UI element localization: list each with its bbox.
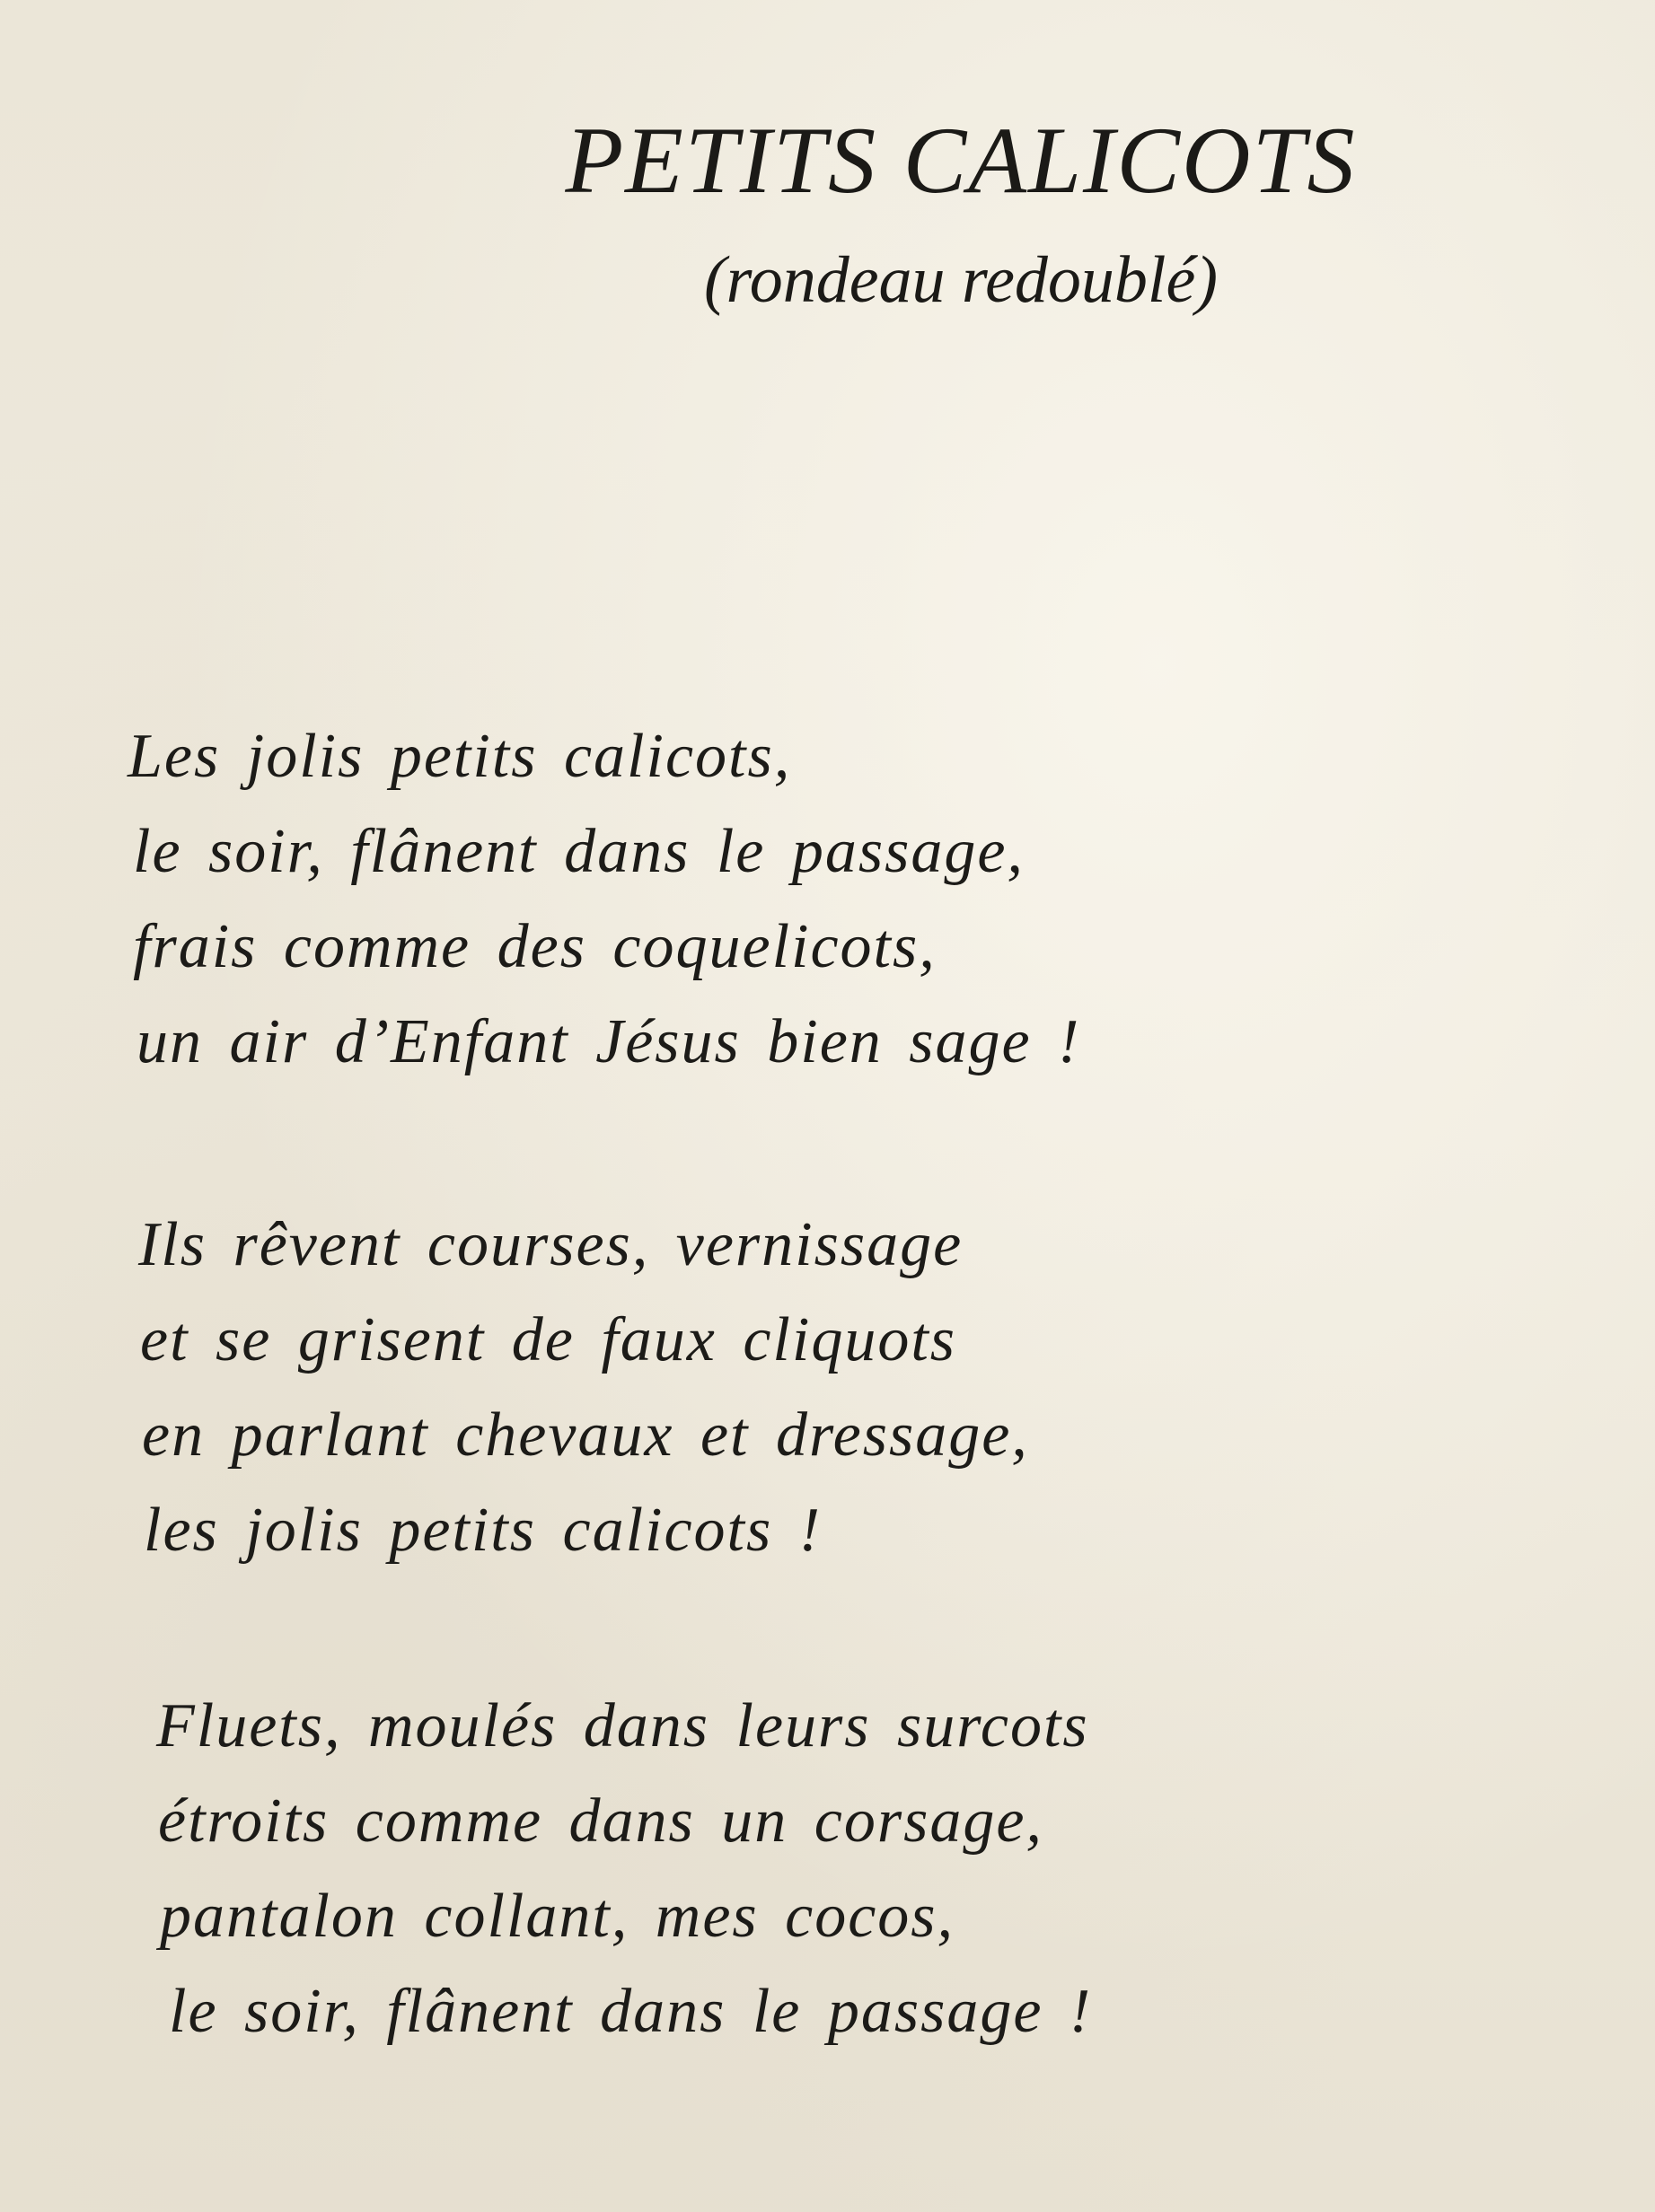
poem-subtitle: (rondeau redoublé) <box>704 243 1218 317</box>
verse-line: le soir, flânent dans le passage, <box>133 817 1025 886</box>
stanza-3 <box>133 1679 1300 2059</box>
verse-line: le soir, flânent dans le passage ! <box>169 1977 1093 2046</box>
poem-title: PETITS CALICOTS <box>565 108 1357 213</box>
verse-line: en parlant chevaux et dressage, <box>142 1400 1029 1470</box>
verse-line: frais comme des coquelicots, <box>133 912 937 981</box>
verse-line: Ils rêvent courses, vernissage <box>138 1210 964 1279</box>
verse-line: les jolis petits calicots ! <box>144 1496 823 1565</box>
verse-line: et se grisent de faux cliquots <box>140 1305 957 1374</box>
verse-line: Fluets, moulés dans leurs surcots <box>156 1691 1089 1760</box>
verse-line: Les jolis petits calicots, <box>128 722 792 791</box>
verse-line: pantalon collant, mes cocos, <box>160 1882 955 1951</box>
verse-line: un air d’Enfant Jésus bien sage ! <box>136 1007 1081 1076</box>
verse-line: étroits comme dans un corsage, <box>158 1786 1043 1856</box>
stanza-2 <box>133 1198 1300 1578</box>
stanza-1 <box>128 709 1300 1090</box>
